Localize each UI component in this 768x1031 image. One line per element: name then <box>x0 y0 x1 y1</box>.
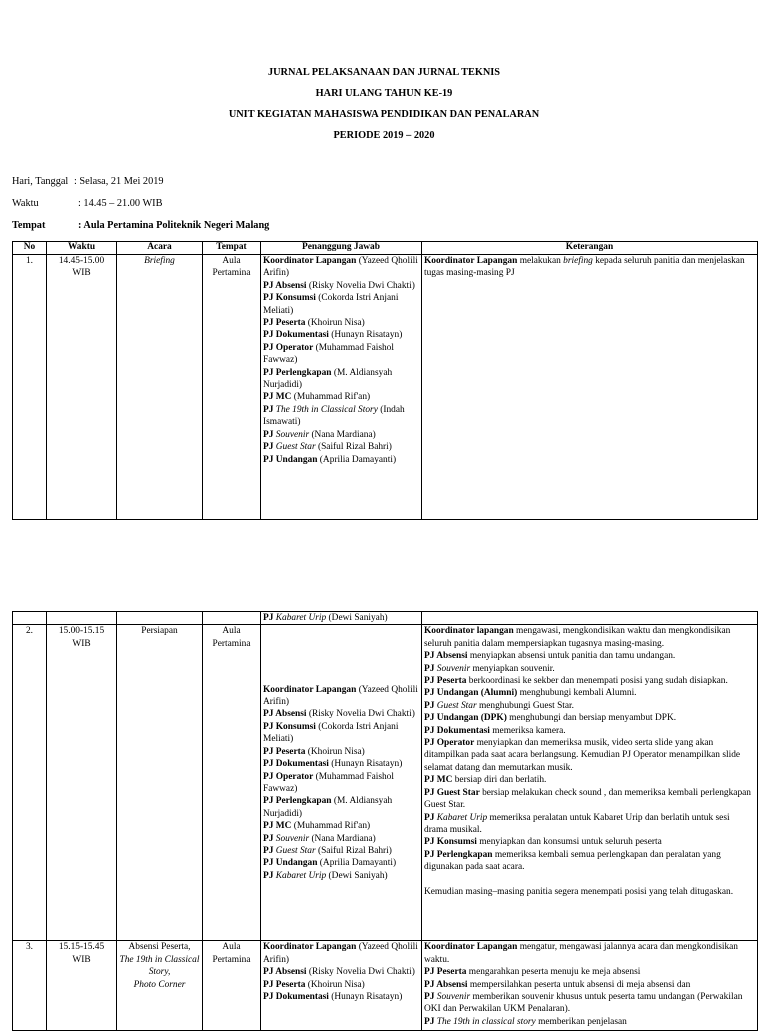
ket-item: PJ Souvenir menyiapkan souvenir. <box>424 663 555 674</box>
hari-value: : Selasa, 21 Mei 2019 <box>74 176 164 187</box>
pj-item: PJ MC (Muhammad Rif'an) <box>263 392 371 403</box>
row-waktu: 15.15-15.45 WIB <box>47 941 117 1031</box>
ket-item: PJ Guest Star bersiap melakukan check sound , dan memeriksa kembali perlengkapan Guest Star. <box>424 787 751 811</box>
ket-item: Koordinator lapangan mengawasi, mengkondisikan waktu dan mengkondisikan seluruh panitia dalam mempersiapkan tugasnya masing-masing. <box>424 626 731 649</box>
ket-item: PJ Operator menyiapkan dan memeriksa musik, video serta slide yang akan ditampilkan pada saat acara berlangsung. Kemudian PJ Operator menampilkan slide selamat datang dan memutarkan musik. <box>424 738 741 773</box>
row-penanggung-jawab <box>261 255 422 520</box>
row-acara <box>117 255 203 520</box>
ket-item: PJ Undangan (Alumni) menghubungi kembali Alumni. <box>424 688 637 699</box>
pj-item: PJ Absensi (Risky Novelia Dwi Chakti) <box>263 709 415 720</box>
pj-item: PJ Operator (Muhammad Faishol Fawwaz) <box>263 342 394 366</box>
ket-item: PJ Kabaret Urip memeriksa peralatan untuk Kabaret Urip dan berlatih untuk sesi drama musikal. <box>424 812 730 835</box>
pj-item: PJ Konsumsi (Cokorda Istri Anjani Meliati) <box>263 293 399 316</box>
pj-item: PJ Peserta (Khoirun Nisa) <box>263 979 365 990</box>
pj-item: PJ Dokumentasi (Hunayn Risatayn) <box>263 992 403 1003</box>
row-penanggung-jawab <box>261 625 422 941</box>
ket-item: PJ The 19th in classical story memberikan penjelasan <box>424 1016 627 1027</box>
pj-item: PJ Absensi (Risky Novelia Dwi Chakti) <box>263 280 415 291</box>
waktu-label: Waktu <box>12 198 39 209</box>
pj-item: PJ Peserta (Khoirun Nisa) <box>263 318 365 329</box>
row-waktu: 15.00-15.15 WIB <box>47 625 117 941</box>
tempat-value: : Aula Pertamina Politeknik Negeri Malang <box>78 220 270 231</box>
ket-item: PJ Dokumentasi memeriksa kamera. <box>424 725 566 736</box>
row-tempat: Aula Pertamina <box>203 255 261 520</box>
heading-line-4: PERIODE 2019 – 2020 <box>333 130 435 141</box>
ket-item: PJ MC bersiap diri dan berlatih. <box>424 775 547 786</box>
ket-item: Koordinator Lapangan mengatur, mengawasi jalannya acara dan mengkondisikan waktu. <box>424 942 738 965</box>
pj-item: Koordinator Lapangan (Yazeed Qholili Arifin) <box>263 256 418 279</box>
pj-item: PJ Undangan (Aprilia Damayanti) <box>263 454 397 465</box>
ket-item: PJ Absensi menyiapkan absensi untuk panitia dan tamu undangan. <box>424 651 676 662</box>
pj-item: PJ Guest Star (Saiful Rizal Bahri) <box>263 442 392 453</box>
heading-line-3: UNIT KEGIATAN MAHASISWA PENDIDIKAN DAN PENALARAN <box>228 109 540 120</box>
col-header-acara: Acara <box>117 242 203 255</box>
info-hari <box>12 176 164 187</box>
col-header-keterangan: Keterangan <box>422 242 758 255</box>
row-penanggung-jawab <box>261 941 422 1031</box>
ket-item: PJ Konsumsi menyiapkan dan konsumsi untuk seluruh peserta <box>424 837 662 848</box>
col-header-waktu: Waktu <box>47 242 117 255</box>
table-row-continued <box>13 612 758 625</box>
pj-item: Koordinator Lapangan (Yazeed Qholili Arifin) <box>263 684 418 708</box>
pj-item: PJ The 19th in Classical Story (Indah Ismawati) <box>263 404 405 428</box>
heading-line-2: HARI ULANG TAHUN KE-19 <box>315 88 453 99</box>
pj-item: PJ Peserta (Khoirun Nisa) <box>263 746 365 757</box>
pj-item: PJ Guest Star (Saiful Rizal Bahri) <box>263 845 392 856</box>
pj-item: PJ Undangan (Aprilia Damayanti) <box>263 858 397 869</box>
row-no: 3. <box>13 941 47 1031</box>
table-row <box>13 255 758 520</box>
ket-item: PJ Souvenir memberikan souvenir khusus untuk peserta tamu undangan (Perwakilan OKI dan Perwakilan UKM Penalaran). <box>424 992 743 1015</box>
pj-item: Koordinator Lapangan (Yazeed Qholili Arifin) <box>263 942 418 965</box>
pj-item: PJ Konsumsi (Cokorda Istri Anjani Meliati) <box>263 721 399 745</box>
table-row <box>13 625 758 941</box>
journal-table-page-1 <box>12 241 758 520</box>
row-acara: Persiapan <box>117 625 203 941</box>
pj-item: PJ Souvenir (Nana Mardiana) <box>263 429 376 440</box>
col-header-tempat: Tempat <box>203 242 261 255</box>
acara-italic: Briefing <box>144 256 175 266</box>
heading-line-1: JURNAL PELAKSANAAN DAN JURNAL TEKNIS <box>267 67 501 78</box>
pj-item: PJ Kabaret Urip (Dewi Saniyah) <box>263 870 388 881</box>
ket-item: PJ Absensi mempersilahkan peserta untuk absensi di meja absensi dan <box>424 979 691 990</box>
ket-item: PJ Undangan (DPK) menghubungi dan bersiap menyambut DPK. <box>424 713 677 724</box>
row-tempat: Aula Pertamina <box>203 625 261 941</box>
pj-item: PJ Perlengkapan (M. Aldiansyah Nurjadidi) <box>263 367 393 391</box>
ket-item: PJ Guest Star menghubungi Guest Star. <box>424 700 574 711</box>
ket-item: PJ Perlengkapan memeriksa kembali semua perlengkapan dan peralatan yang digunakan pada saat acara. <box>424 849 721 873</box>
row-no: 2. <box>13 625 47 941</box>
ket-item: PJ Peserta mengarahkan peserta menuju ke meja absensi <box>424 967 641 978</box>
row-keterangan <box>422 625 758 941</box>
row-keterangan: Koordinator Lapangan melakukan briefing kepada seluruh panitia dan menjelaskan tugas masing-masing PJ <box>422 255 758 520</box>
col-header-penanggung-jawab: Penanggung Jawab <box>261 242 422 255</box>
journal-table-page-2 <box>12 611 758 1031</box>
info-waktu <box>12 198 162 209</box>
document-headings <box>0 66 768 150</box>
waktu-value: : 14.45 – 21.00 WIB <box>78 198 163 209</box>
hari-label: Hari, Tanggal <box>12 176 69 187</box>
pj-item: PJ Absensi (Risky Novelia Dwi Chakti) <box>263 967 415 978</box>
row-tempat: Aula Pertamina <box>203 941 261 1031</box>
pj-item: PJ Souvenir (Nana Mardiana) <box>263 833 376 844</box>
row-no: 1. <box>13 255 47 520</box>
pj-item: PJ Operator (Muhammad Faishol Fawwaz) <box>263 771 394 794</box>
pj-item: PJ Dokumentasi (Hunayn Risatayn) <box>263 759 403 770</box>
row-waktu: 14.45-15.00 WIB <box>47 255 117 520</box>
table-header-row <box>13 242 758 255</box>
pj-item: PJ Perlengkapan (M. Aldiansyah Nurjadidi) <box>263 796 393 819</box>
table-row <box>13 941 758 1031</box>
ket-item: PJ Peserta berkoordinasi ke sekber dan menempati posisi yang sudah disiapkan. <box>424 676 728 687</box>
pj-item: PJ Dokumentasi (Hunayn Risatayn) <box>263 330 403 341</box>
tempat-label: Tempat <box>12 220 46 231</box>
row-penanggung-jawab: PJ Kabaret Urip (Dewi Saniyah) <box>261 612 422 625</box>
info-tempat <box>12 220 269 231</box>
row-keterangan <box>422 941 758 1031</box>
ket-footer: Kemudian masing–masing panitia segera menempati posisi yang telah ditugaskan. <box>424 886 734 897</box>
row-acara: Absensi Peserta, The 19th in Classical Story, Photo Corner <box>117 941 203 1031</box>
col-header-no: No <box>13 242 47 255</box>
pj-item: PJ MC (Muhammad Rif'an) <box>263 821 371 832</box>
